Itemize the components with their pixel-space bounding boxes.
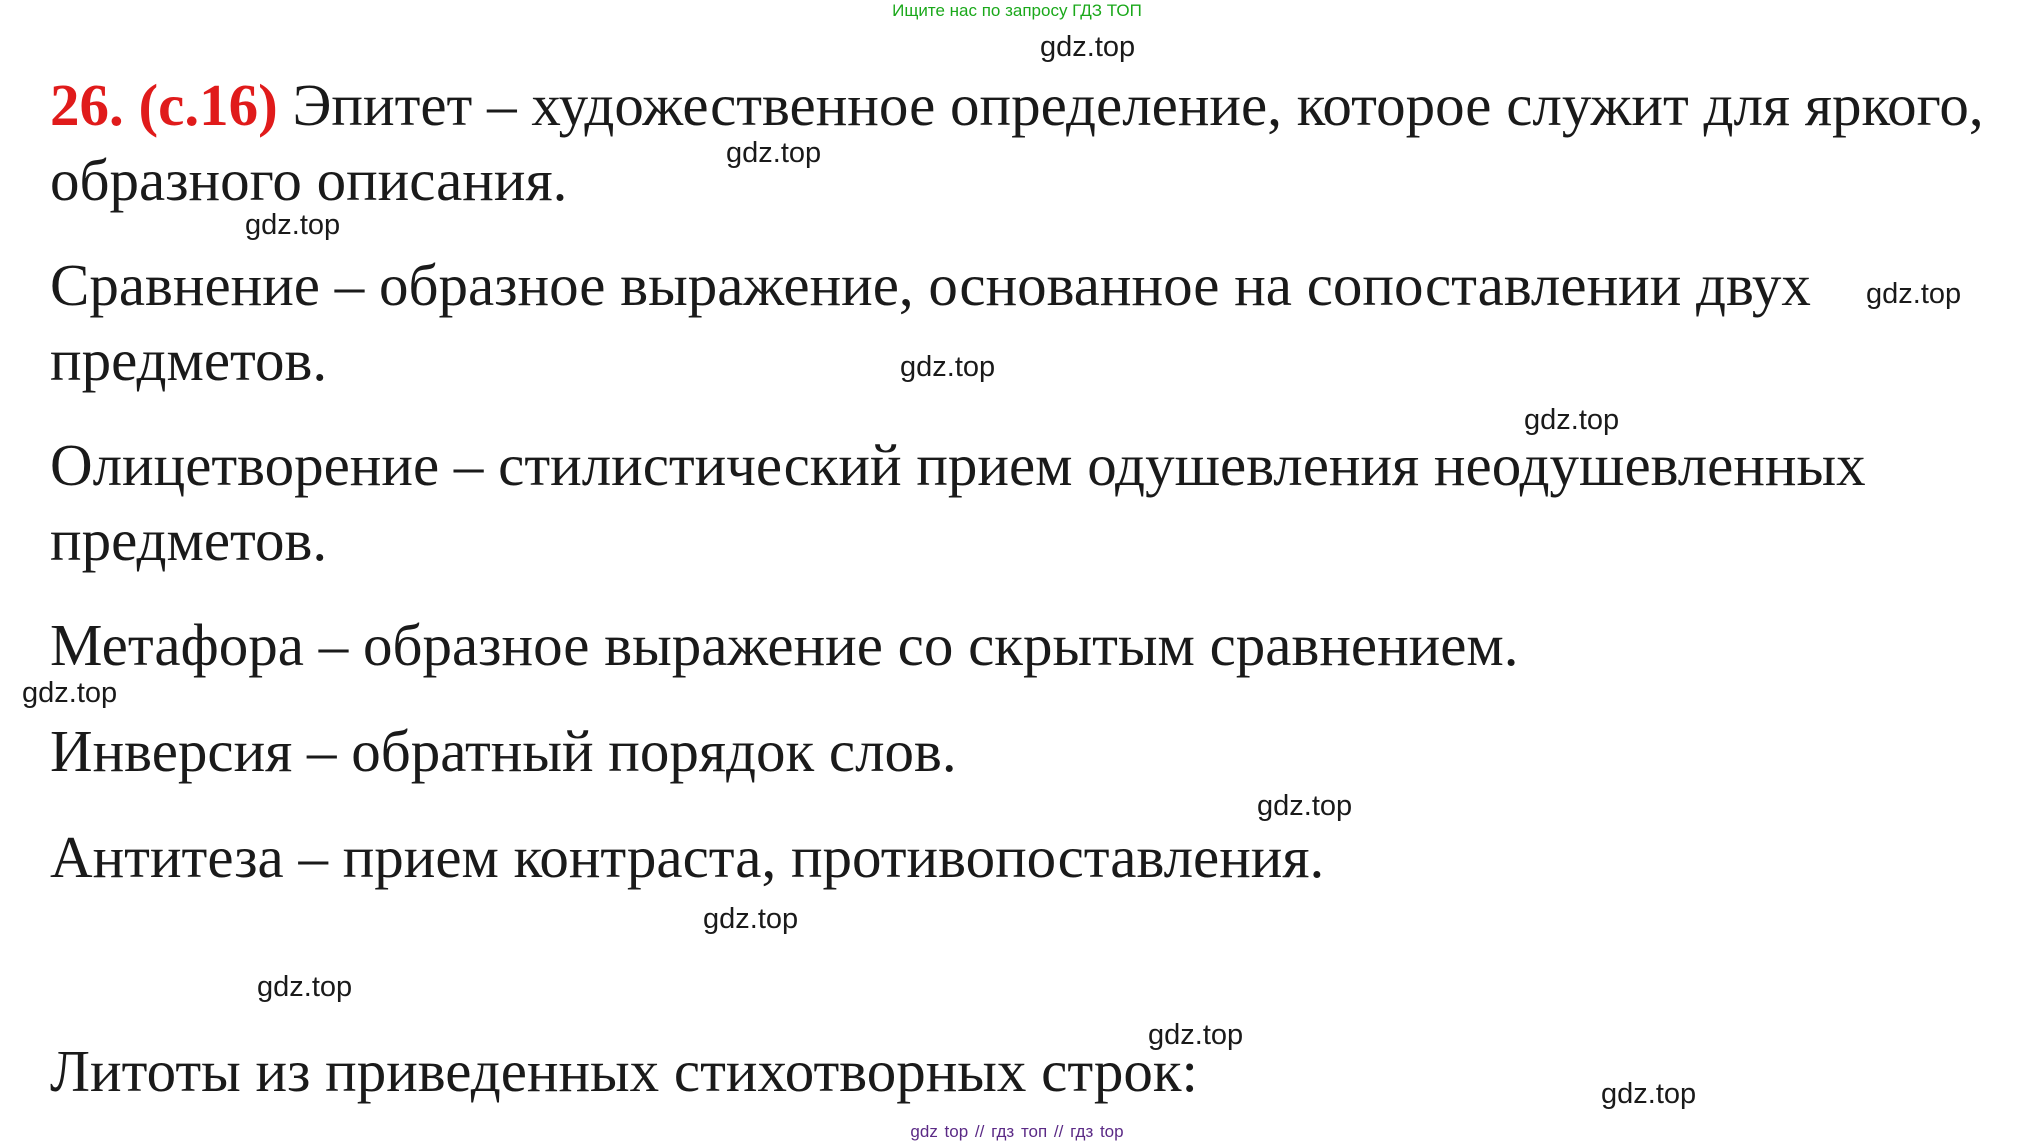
watermark: gdz.top (1601, 1078, 1697, 1110)
watermark: gdz.top (703, 903, 799, 935)
personification-line: Олицетворение – стилистический прием одушевления неодушевленных (50, 432, 1866, 498)
watermark: gdz.top (900, 351, 996, 383)
watermark: gdz.top (1148, 1019, 1244, 1051)
watermark: gdz.top (257, 971, 353, 1003)
metaphor-line: Метафора – образное выражение со скрытым сравнением. (50, 612, 1519, 678)
comparison-line: Сравнение – образное выражение, основанное на сопоставлении двух (50, 252, 1811, 318)
antithesis-line: Антитеза – прием контраста, противопоставления. (50, 824, 1325, 890)
footer-watermark: gdz top // гдз топ // гдз top (910, 1122, 1124, 1141)
watermark: gdz.top (726, 137, 822, 169)
watermark: gdz.top (22, 677, 118, 709)
inversion-line: Инверсия – обратный порядок слов. (50, 718, 957, 784)
epithet-definition: Эпитет – художественное определение, которое служит для яркого, (277, 72, 1984, 138)
top-banner: Ищите нас по запросу ГДЗ ТОП (892, 1, 1142, 20)
task-number: 26. (с.16) (50, 72, 278, 138)
personification-line-continued: предметов. (50, 507, 328, 573)
watermark: gdz.top (245, 209, 341, 241)
epithet-line-continued: образного описания. (50, 147, 568, 213)
comparison-line-continued: предметов. (50, 327, 328, 393)
watermark: gdz.top (1040, 31, 1136, 63)
litotes-line: Литоты из приведенных стихотворных строк: (50, 1038, 1198, 1104)
watermark: gdz.top (1524, 404, 1620, 436)
watermark: gdz.top (1866, 278, 1962, 310)
epithet-line (50, 70, 1984, 140)
watermark: gdz.top (1257, 790, 1353, 822)
